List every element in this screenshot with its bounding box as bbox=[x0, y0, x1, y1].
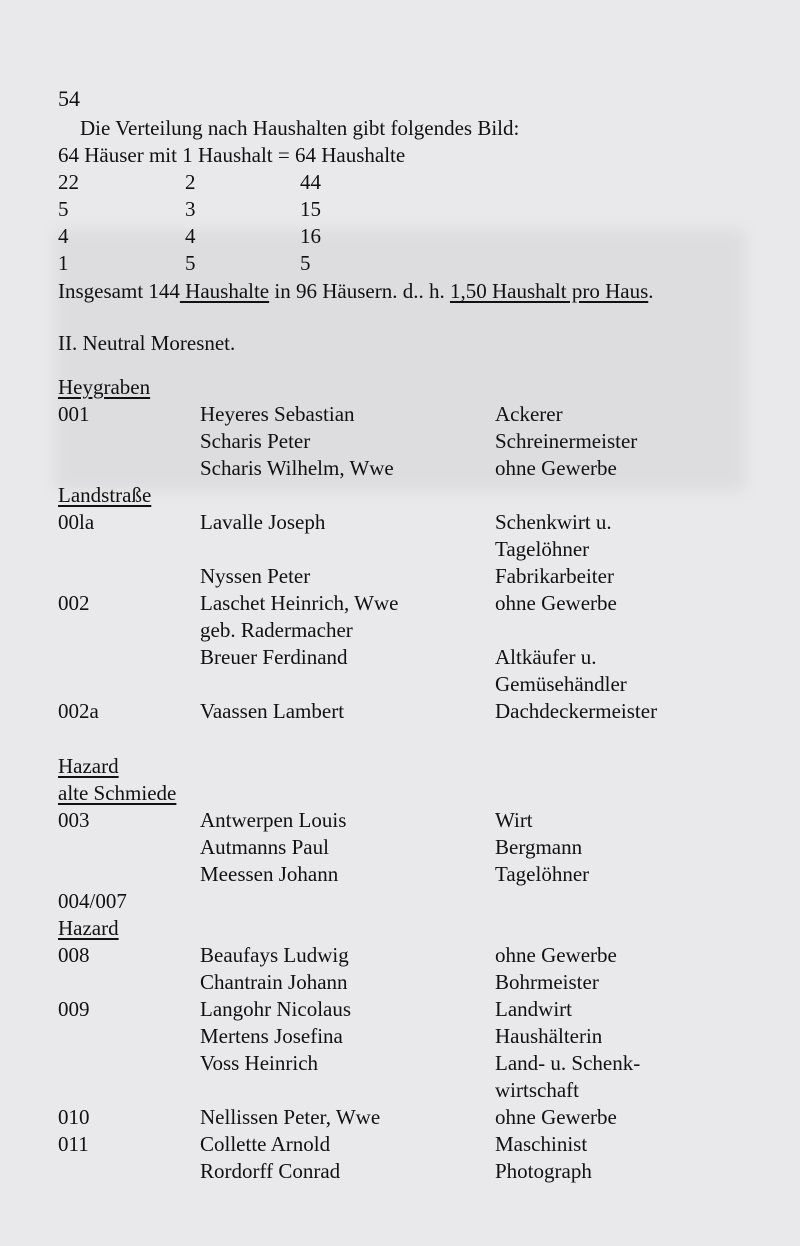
stats-households: 5 bbox=[300, 251, 311, 275]
entry-name: Collette Arnold bbox=[200, 1132, 331, 1156]
entry-occupation: Schreinermeister bbox=[495, 429, 638, 453]
entry-occupation: wirtschaft bbox=[495, 1078, 579, 1102]
stats-households-per-house: 3 bbox=[185, 197, 196, 221]
entry-name: Heyeres Sebastian bbox=[200, 402, 355, 426]
entry-name: Mertens Josefina bbox=[200, 1024, 343, 1048]
entry-occupation: Altkäufer u. bbox=[495, 645, 597, 669]
entry-occupation: Land- u. Schenk- bbox=[495, 1051, 641, 1075]
entry-name: Voss Heinrich bbox=[200, 1051, 319, 1075]
entry-number: 001 bbox=[58, 402, 90, 426]
stats-households-per-house: 2 bbox=[185, 170, 196, 194]
entry-name: Breuer Ferdinand bbox=[200, 645, 348, 669]
stats-households: 15 bbox=[300, 197, 321, 221]
entry-occupation: Dachdeckermeister bbox=[495, 699, 658, 723]
entry-name: Scharis Peter bbox=[200, 429, 311, 453]
stats-households-per-house: 4 bbox=[185, 224, 196, 248]
entry-number: 009 bbox=[58, 997, 90, 1021]
entry-occupation: Landwirt bbox=[495, 997, 572, 1021]
entry-name: Meessen Johann bbox=[200, 862, 339, 886]
stats-households-per-house: 5 bbox=[185, 251, 196, 275]
stats-first-line: 64 Häuser mit 1 Haushalt = 64 Haushalte bbox=[58, 143, 406, 167]
stats-houses: 4 bbox=[58, 224, 69, 248]
entry-number: 002a bbox=[58, 699, 99, 723]
entry-name: Chantrain Johann bbox=[200, 970, 348, 994]
heading-hazard: Hazard bbox=[58, 754, 119, 778]
total-part3: in 96 Häusern. d.. h. bbox=[269, 279, 450, 303]
entry-occupation: ohne Gewerbe bbox=[495, 456, 617, 480]
entry-occupation: Schenkwirt u. bbox=[495, 510, 612, 534]
entry-number: 00la bbox=[58, 510, 95, 534]
entry-occupation: Bergmann bbox=[495, 835, 583, 859]
stats-houses: 5 bbox=[58, 197, 69, 221]
entry-name: Lavalle Joseph bbox=[200, 510, 326, 534]
entry-occupation: Maschinist bbox=[495, 1132, 588, 1156]
entry-occupation: Fabrikarbeiter bbox=[495, 564, 614, 588]
entry-name: Langohr Nicolaus bbox=[200, 997, 352, 1021]
entry-name: geb. Radermacher bbox=[200, 618, 353, 642]
entry-occupation: ohne Gewerbe bbox=[495, 591, 617, 615]
section-title: II. Neutral Moresnet. bbox=[58, 331, 236, 355]
entry-occupation: Ackerer bbox=[495, 402, 563, 426]
entry-occupation: ohne Gewerbe bbox=[495, 1105, 617, 1129]
entry-name: Laschet Heinrich, Wwe bbox=[200, 591, 399, 615]
stats-houses: 22 bbox=[58, 170, 79, 194]
entry-number: 004/007 bbox=[58, 889, 127, 913]
total-part5: . bbox=[648, 279, 654, 303]
entry-occupation: Wirt bbox=[495, 808, 533, 832]
heading-heygraben: Heygraben bbox=[58, 375, 151, 399]
heading-alte-schmiede: alte Schmiede bbox=[58, 781, 177, 805]
entry-name: Nyssen Peter bbox=[200, 564, 311, 588]
stats-households: 16 bbox=[300, 224, 321, 248]
entry-number: 002 bbox=[58, 591, 90, 615]
entry-occupation: Tagelöhner bbox=[495, 537, 590, 561]
heading-hazard: Hazard bbox=[58, 916, 119, 940]
entry-name: Beaufays Ludwig bbox=[200, 943, 349, 967]
entry-name: Nellissen Peter, Wwe bbox=[200, 1105, 381, 1129]
total-line bbox=[58, 281, 654, 302]
bleed-through-shadow bbox=[55, 230, 745, 490]
entry-occupation: Bohrmeister bbox=[495, 970, 599, 994]
total-part1: Insgesamt 144 bbox=[58, 279, 180, 303]
stats-houses: 1 bbox=[58, 251, 69, 275]
page-number: 54 bbox=[58, 86, 80, 111]
intro-text: Die Verteilung nach Haushalten gibt folgendes Bild: bbox=[80, 116, 520, 140]
entry-occupation: Tagelöhner bbox=[495, 862, 590, 886]
entry-name: Antwerpen Louis bbox=[200, 808, 347, 832]
entry-name: Vaassen Lambert bbox=[200, 699, 345, 723]
total-part2: Haushalte bbox=[179, 279, 270, 303]
entry-number: 003 bbox=[58, 808, 90, 832]
entry-name: Autmanns Paul bbox=[200, 835, 329, 859]
entry-occupation: ohne Gewerbe bbox=[495, 943, 617, 967]
entry-number: 011 bbox=[58, 1132, 89, 1156]
entry-number: 008 bbox=[58, 943, 90, 967]
entry-occupation: Haushälterin bbox=[495, 1024, 603, 1048]
entry-occupation: Gemüsehändler bbox=[495, 672, 627, 696]
entry-number: 010 bbox=[58, 1105, 90, 1129]
total-part4: 1,50 Haushalt pro Haus bbox=[449, 279, 649, 303]
stats-households: 44 bbox=[300, 170, 321, 194]
entry-occupation: Photograph bbox=[495, 1159, 592, 1183]
entry-name: Scharis Wilhelm, Wwe bbox=[200, 456, 394, 480]
heading-landstrasse: Landstraße bbox=[58, 483, 152, 507]
entry-name: Rordorff Conrad bbox=[200, 1159, 341, 1183]
